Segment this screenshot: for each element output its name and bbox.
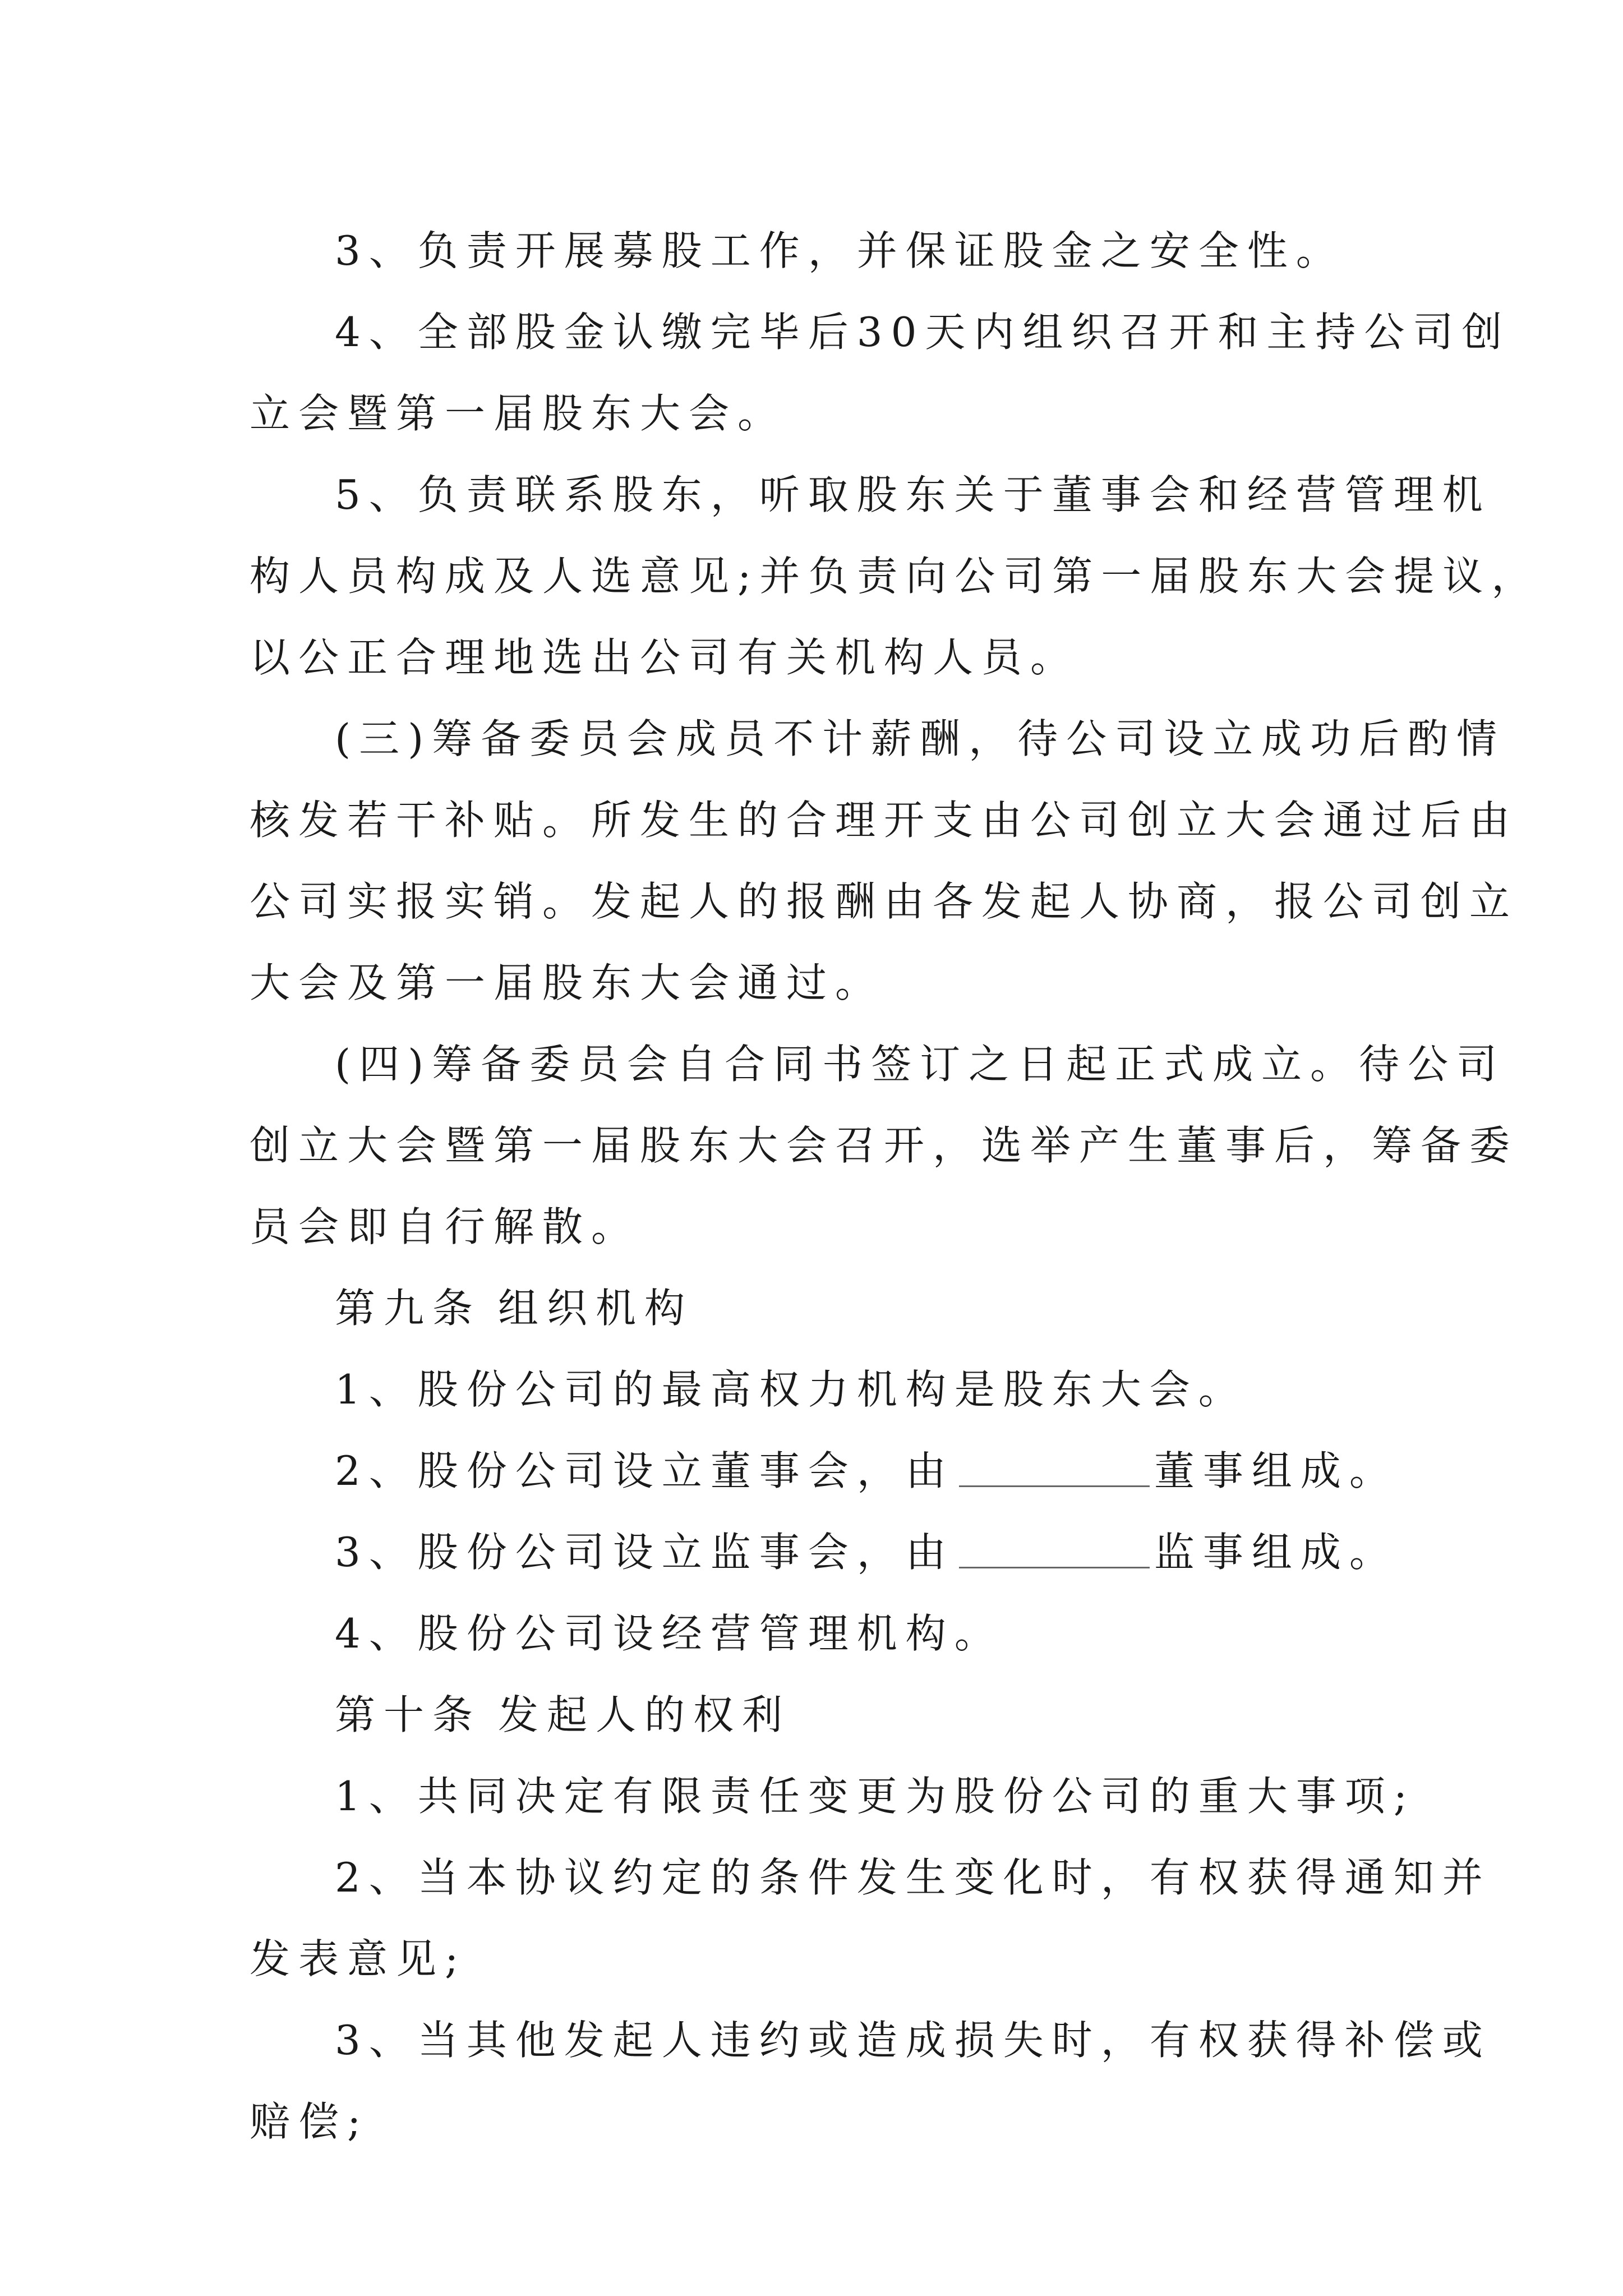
paragraph-line: 以公正合理地选出公司有关机构人员。 bbox=[250, 634, 1080, 681]
org-item-2-after: 董事组成。 bbox=[1154, 1447, 1398, 1494]
article-9-heading bbox=[250, 1268, 1388, 1349]
article-9-number: 第九条 bbox=[335, 1285, 482, 1332]
supervisor-size-blank bbox=[959, 1533, 1150, 1568]
article-10-heading bbox=[250, 1674, 1388, 1756]
org-item-3-after: 监事组成。 bbox=[1154, 1529, 1398, 1576]
paragraph-line: 大会及第一届股东大会通过。 bbox=[250, 959, 884, 1006]
org-item-3-before: 3、股份公司设立监事会，由 bbox=[335, 1529, 955, 1576]
rights-line: 3、当其他发起人违约或造成损失时，有权获得补偿或 bbox=[335, 2017, 1491, 2064]
paragraph-line: 员会即自行解散。 bbox=[250, 1203, 640, 1250]
rights-line: 赔偿; bbox=[250, 2098, 370, 2145]
paragraph-line: 5、负责联系股东，听取股东关于董事会和经营管理机 bbox=[335, 471, 1491, 518]
org-item-1: 1、股份公司的最高权力机构是股东大会。 bbox=[335, 1366, 1247, 1413]
paragraph-line: (四)筹备委员会自合同书签订之日起正式成立。待公司 bbox=[335, 1041, 1506, 1088]
article-9-title: 组织机构 bbox=[498, 1285, 694, 1332]
rights-line: 2、当本协议约定的条件发生变化时，有权获得通知并 bbox=[335, 1854, 1491, 1901]
org-item-3 bbox=[250, 1512, 1398, 1593]
paragraph-line: 核发若干补贴。所发生的合理开支由公司创立大会通过后由 bbox=[250, 797, 1519, 844]
rights-line: 发表意见; bbox=[250, 1935, 467, 1982]
paragraph-line: 3、负责开展募股工作，并保证股金之安全性。 bbox=[335, 227, 1345, 274]
paragraph-line: 创立大会暨第一届股东大会召开，选举产生董事后，筹备委 bbox=[250, 1122, 1519, 1169]
article-10-title: 发起人的权利 bbox=[498, 1691, 791, 1738]
org-item-2 bbox=[250, 1430, 1398, 1512]
paragraph-line: 公司实报实销。发起人的报酬由各发起人协商，报公司创立 bbox=[250, 878, 1519, 925]
org-item-2-before: 2、股份公司设立董事会，由 bbox=[335, 1447, 955, 1494]
rights-line: 1、共同决定有限责任变更为股份公司的重大事项; bbox=[335, 1773, 1416, 1820]
paragraph-line: 构人员构成及人选意见;并负责向公司第一届股东大会提议， bbox=[250, 553, 1541, 600]
paragraph-line: 立会暨第一届股东大会。 bbox=[250, 390, 787, 437]
paragraph-line: (三)筹备委员会成员不计薪酬，待公司设立成功后酌情 bbox=[335, 715, 1506, 762]
board-size-blank bbox=[959, 1452, 1150, 1487]
org-item-4: 4、股份公司设经营管理机构。 bbox=[335, 1610, 1003, 1657]
article-10-number: 第十条 bbox=[335, 1691, 482, 1738]
paragraph-line: 4、全部股金认缴完毕后30天内组织召开和主持公司创 bbox=[335, 309, 1511, 356]
document-body bbox=[250, 210, 1541, 2162]
